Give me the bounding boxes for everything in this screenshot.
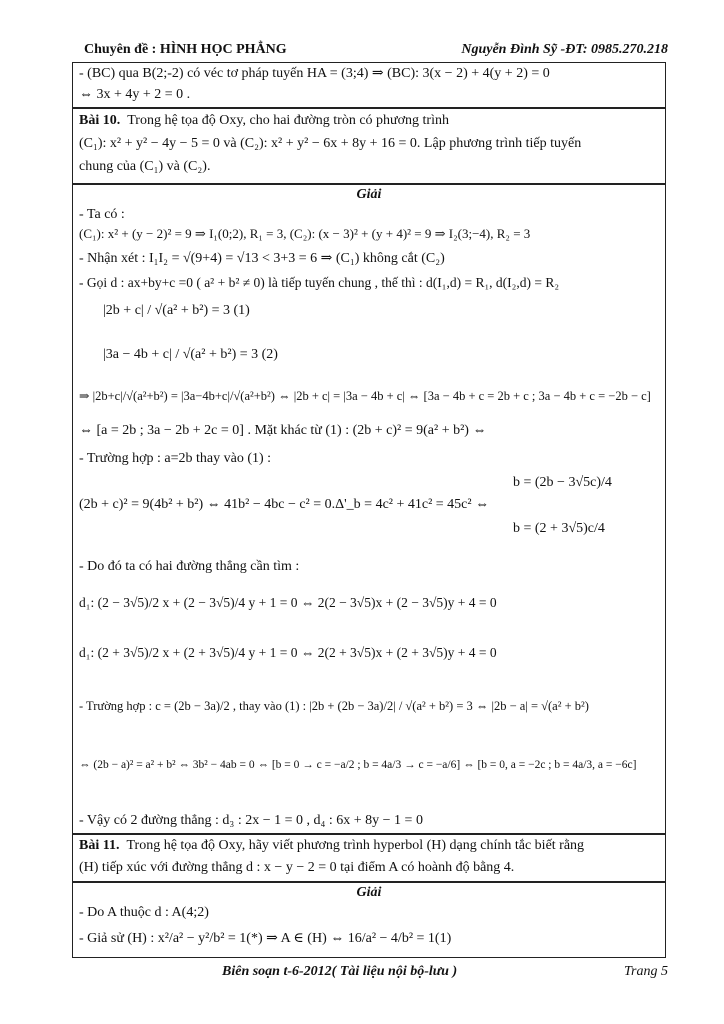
text-line: - Trường hợp : a=2b thay vào (1) : xyxy=(79,451,272,466)
solution-11-box xyxy=(72,882,666,958)
footer-note: Biên soạn t-6-2012( Tài liệu nội bộ-lưu ) xyxy=(222,964,458,979)
header-topic: Chuyên đề : HÌNH HỌC PHẲNG xyxy=(84,42,287,57)
system-equation-2: |3a − 4b + c| / √(a² + b²) = 3 (2) xyxy=(103,347,278,362)
solution-heading: Giải xyxy=(356,187,382,202)
system-equation-1: |2b + c| / √(a² + b²) = 3 (1) xyxy=(103,303,250,318)
continuation-block xyxy=(72,62,666,108)
text-line: - Ta có : xyxy=(79,207,125,222)
solution-10-box xyxy=(72,184,666,834)
text-line: ⇔ 3x + 4y + 2 = 0 . xyxy=(79,87,191,102)
text-line: ⇒ |2b+c|/√(a²+b²) = |3a−4b+c|/√(a²+b²) ⇔ |2b + c| = |3a − 4b + c| ⇔ [3a − 4b + c = 2b + c ; 3a − 4b + c = −2b − c] xyxy=(79,389,651,403)
problem-label: Bài 10. xyxy=(79,113,121,128)
text-line: - Giả sử (H) : x²/a² − y²/b² = 1(*) ⇒ A ∈ (H) ⇔ 16/a² − 4/b² = 1(1) xyxy=(79,931,452,946)
problem-text: Trong hệ tọa độ Oxy, hãy viết phương trình hyperbol (H) dạng chính tắc biết rằng xyxy=(126,838,585,853)
text-line: (2b + c)² = 9(4b² + b²) ⇔ 41b² − 4bc − c² = 0.Δ'_b = 4c² + 41c² = 45c² ⇔ xyxy=(79,497,490,512)
text-line: (C₁): x² + (y − 2)² = 9 ⇒ I₁(0;2), R₁ = 3, (C₂): (x − 3)² + (y + 4)² = 9 ⇒ I₂(3;−4), R₂ = 3 xyxy=(79,226,531,241)
solution-b2: b = (2 + 3√5)c/4 xyxy=(513,521,605,536)
problem-11-box xyxy=(72,834,666,882)
text-line: - Do đó ta có hai đường thẳng cần tìm : xyxy=(79,559,300,574)
problem-text: (H) tiếp xúc với đường thẳng d : x − y − 2 = 0 tại điểm A có hoành độ bằng 4. xyxy=(79,860,515,875)
header-author: Nguyễn Đình Sỹ -ĐT: 0985.270.218 xyxy=(461,42,668,57)
problem-10-box xyxy=(72,108,666,184)
text-line: ⇔ (2b − a)² = a² + b² ⇔ 3b² − 4ab = 0 ⇔ [b = 0 → c = −a/2 ; b = 4a/3 → c = −a/6] ⇔ [b = 0, a = −2c ; b = 4a/3, a = −6c] xyxy=(79,759,637,771)
text-line: - Nhận xét : I₁I₂ = √(9+4) = √13 < 3+3 = 6 ⇒ (C₁) không cắt (C₂) xyxy=(79,251,445,266)
problem-text: chung của (C₁) và (C₂). xyxy=(79,159,211,174)
text-line: - Gọi d : ax+by+c =0 ( a² + b² ≠ 0) là tiếp tuyến chung , thế thì : d(I₁,d) = R₁, d(I₂,d) = R₂ xyxy=(79,275,560,290)
problem-text: Trong hệ tọa độ Oxy, cho hai đường tròn có phương trình xyxy=(127,113,449,128)
text-line: - Vậy có 2 đường thẳng : d₃ : 2x − 1 = 0 , d₄ : 6x + 8y − 1 = 0 xyxy=(79,813,423,828)
problem-label: Bài 11. xyxy=(79,838,120,853)
text-line: - Do A thuộc d : A(4;2) xyxy=(79,905,209,920)
problem-text: (C₁): x² + y² − 4y − 5 = 0 và (C₂): x² + y² − 6x + 8y + 16 = 0. Lập phương trình tiếp tuyến xyxy=(79,136,582,151)
line-d2: d₁: (2 + 3√5)/2 x + (2 + 3√5)/4 y + 1 = 0 ⇔ 2(2 + 3√5)x + (2 + 3√5)y + 4 = 0 xyxy=(79,645,497,660)
solution-b1: b = (2b − 3√5c)/4 xyxy=(513,475,612,490)
solution-heading: Giải xyxy=(356,885,382,900)
text-line: ⇔ [a = 2b ; 3a − 2b + 2c = 0] . Mặt khác từ (1) : (2b + c)² = 9(a² + b²) ⇔ xyxy=(79,423,487,438)
text-line: - (BC) qua B(2;-2) có véc tơ pháp tuyến HA = (3;4) ⇒ (BC): 3(x − 2) + 4(y + 2) = 0 xyxy=(79,66,550,81)
text-line: - Trường hợp : c = (2b − 3a)/2 , thay vào (1) : |2b + (2b − 3a)/2| / √(a² + b²) = 3 ⇔ |2b − a| = √(a² + b²) xyxy=(79,699,589,713)
line-d1: d₁: (2 − 3√5)/2 x + (2 − 3√5)/4 y + 1 = 0 ⇔ 2(2 − 3√5)x + (2 − 3√5)y + 4 = 0 xyxy=(79,595,497,610)
page-number: Trang 5 xyxy=(624,964,668,979)
page-header xyxy=(72,40,672,62)
page-footer xyxy=(72,964,672,984)
